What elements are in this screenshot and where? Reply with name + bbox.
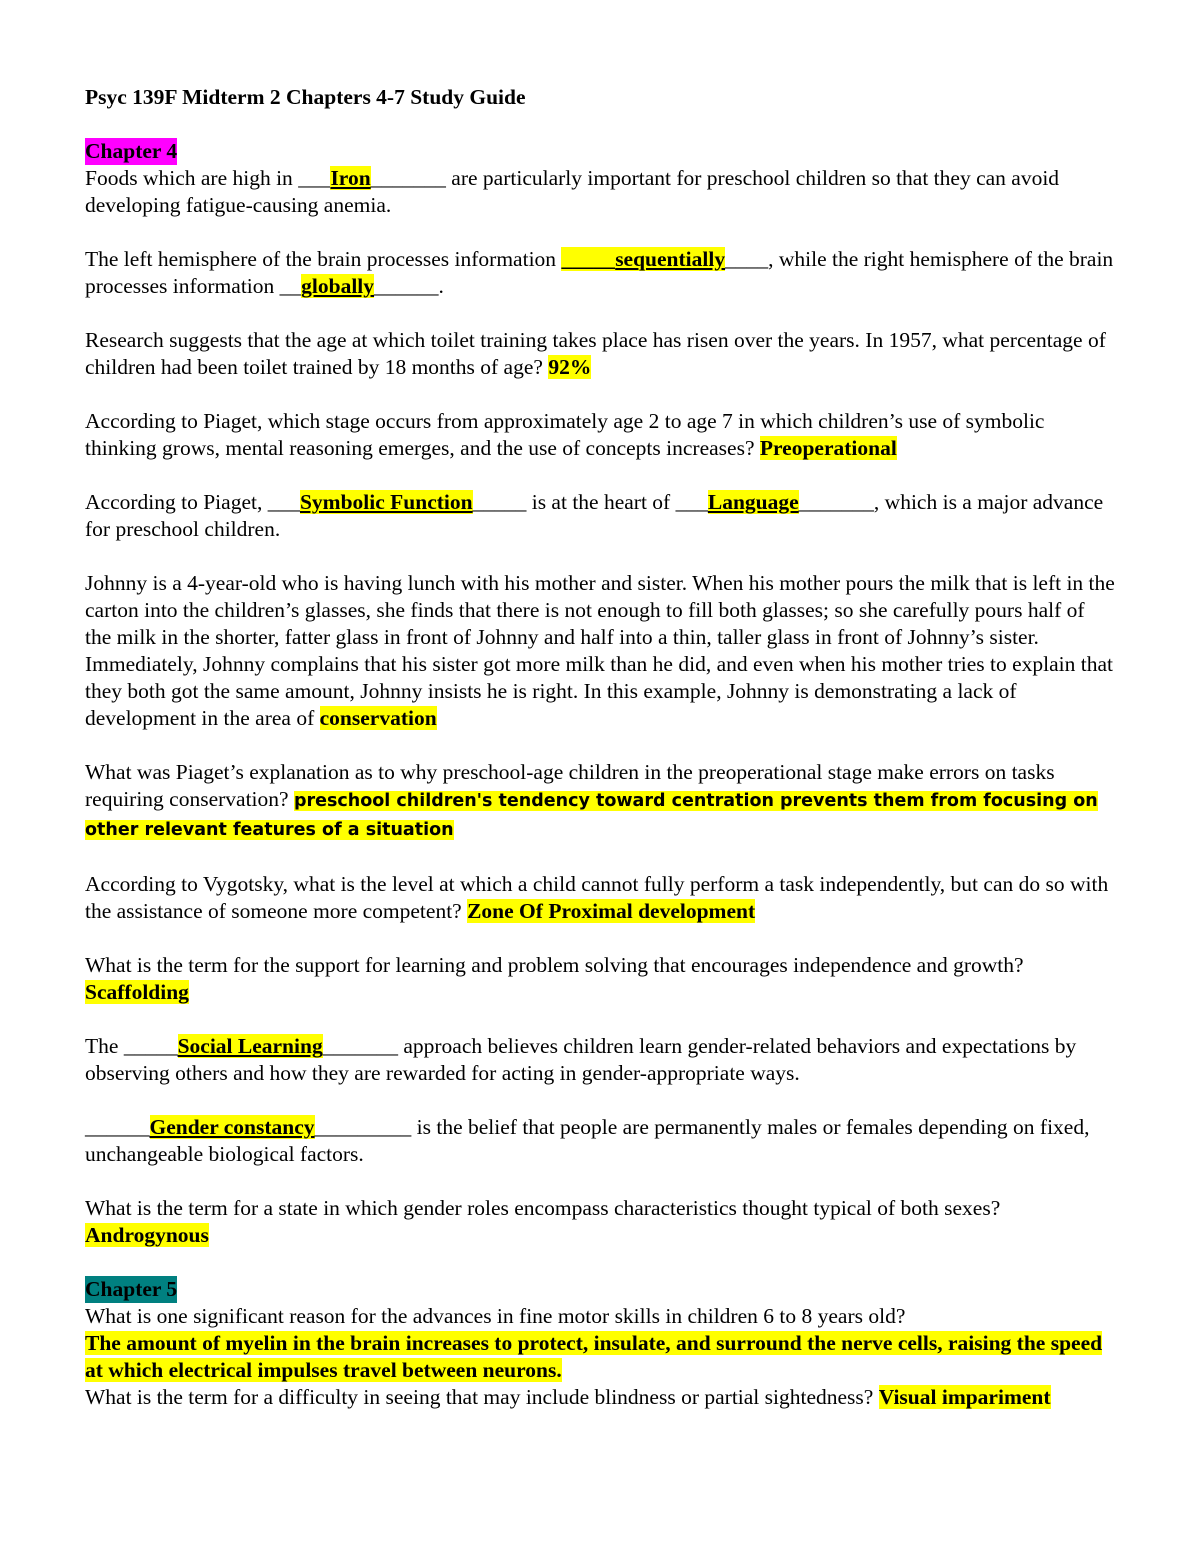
- answer-highlight: Zone Of Proximal development: [467, 899, 756, 923]
- document-body: [85, 84, 1115, 1411]
- ch4-question-4: According to Piaget, which stage occurs from approximately age 2 to age 7 in which children’s use of symbolic thinking grows, mental reasoning emerges, and the use of concepts increases? Preoperational: [85, 409, 1045, 460]
- answer-highlight: Social Learning: [177, 1034, 323, 1058]
- answer-highlight: globally: [301, 274, 375, 298]
- answer-highlight: Iron: [330, 166, 371, 190]
- ch4-question-2: The left hemisphere of the brain processes information _____sequentially____, while the right hemisphere of the brain processes information __globally______.: [85, 247, 1114, 298]
- ch4-question-7: What was Piaget’s explanation as to why preschool-age children in the preoperational stage make errors on tasks requiring conservation? preschool children's tendency toward centration prevents them from focusing on other relevant features of a situation: [85, 760, 1098, 840]
- ch4-question-12: What is the term for a state in which gender roles encompass characteristics thought typical of both sexes? Androgynous: [85, 1196, 1001, 1247]
- answer-highlight: Scaffolding: [85, 980, 189, 1004]
- answer-highlight: preschool children's tendency toward centration prevents them from focusing on other relevant features of a situation: [85, 791, 1098, 840]
- answer-highlight: Symbolic Function: [299, 490, 473, 514]
- ch4-question-11: ______Gender constancy_________ is the belief that people are permanently males or females depending on fixed, unchangeable biological factors.: [85, 1115, 1090, 1166]
- ch4-question-9: What is the term for the support for learning and problem solving that encourages independence and growth? Scaffolding: [85, 953, 1024, 1004]
- answer-highlight: Preoperational: [759, 436, 897, 460]
- document-title: Psyc 139F Midterm 2 Chapters 4-7 Study Guide: [85, 85, 526, 109]
- ch5-question-2: What is the term for a difficulty in seeing that may include blindness or partial sightedness? Visual impariment: [85, 1385, 1051, 1409]
- ch4-question-1: Foods which are high in ___Iron_______ are particularly important for preschool children so that they can avoid developing fatigue-causing anemia.: [85, 166, 1060, 217]
- ch4-question-5: According to Piaget, ___Symbolic Function_____ is at the heart of ___Language_______, which is a major advance for preschool children.: [85, 490, 1104, 541]
- answer-highlight: Language: [707, 490, 799, 514]
- ch4-question-10: The _____Social Learning_______ approach believes children learn gender-related behaviors and expectations by observing others and how they are rewarded for acting in gender-appropriate ways.: [85, 1034, 1077, 1085]
- answer-highlight: conservation: [319, 706, 437, 730]
- chapter-4-heading: [85, 138, 1115, 165]
- chapter-5-heading: [85, 1276, 1115, 1303]
- answer-highlight: Visual impariment: [878, 1385, 1051, 1409]
- ch4-question-3: Research suggests that the age at which toilet training takes place has risen over the years. In 1957, what percentage of children had been toilet trained by 18 months of age? 92%: [85, 328, 1106, 379]
- chapter-5-label: Chapter 5: [85, 1277, 178, 1301]
- answer-highlight: The amount of myelin in the brain increases to protect, insulate, and surround the nerve cells, raising the speed at which electrical impulses travel between neurons.: [85, 1331, 1103, 1382]
- ch4-question-6: Johnny is a 4-year-old who is having lunch with his mother and sister. When his mother pours the milk that is left in the carton into the children’s glasses, she finds that there is not enough to fill both glasses; so she carefully pours half of the milk in the shorter, fatter glass in front of Johnny and half into a thin, taller glass in front of Johnny’s sister. Immediately, Johnny complains that his sister got more milk than he did, and even when his mother tries to explain that they both got the same amount, Johnny insists he is right. In this example, Johnny is demonstrating a lack of development in the area of conservation: [85, 571, 1115, 730]
- chapter-4-label: Chapter 4: [85, 139, 178, 163]
- answer-highlight: sequentially: [615, 247, 726, 271]
- answer-highlight: 92%: [548, 355, 592, 379]
- ch5-question-1: What is one significant reason for the advances in fine motor skills in children 6 to 8 years old? The amount of myelin in the brain increases to protect, insulate, and surround the nerve cells, raising the speed at which electrical impulses travel between neurons.: [85, 1304, 1103, 1382]
- ch4-question-8: According to Vygotsky, what is the level at which a child cannot fully perform a task independently, but can do so with the assistance of someone more competent? Zone Of Proximal development: [85, 872, 1109, 923]
- answer-highlight: Androgynous: [85, 1223, 209, 1247]
- answer-highlight: Gender constancy: [149, 1115, 315, 1139]
